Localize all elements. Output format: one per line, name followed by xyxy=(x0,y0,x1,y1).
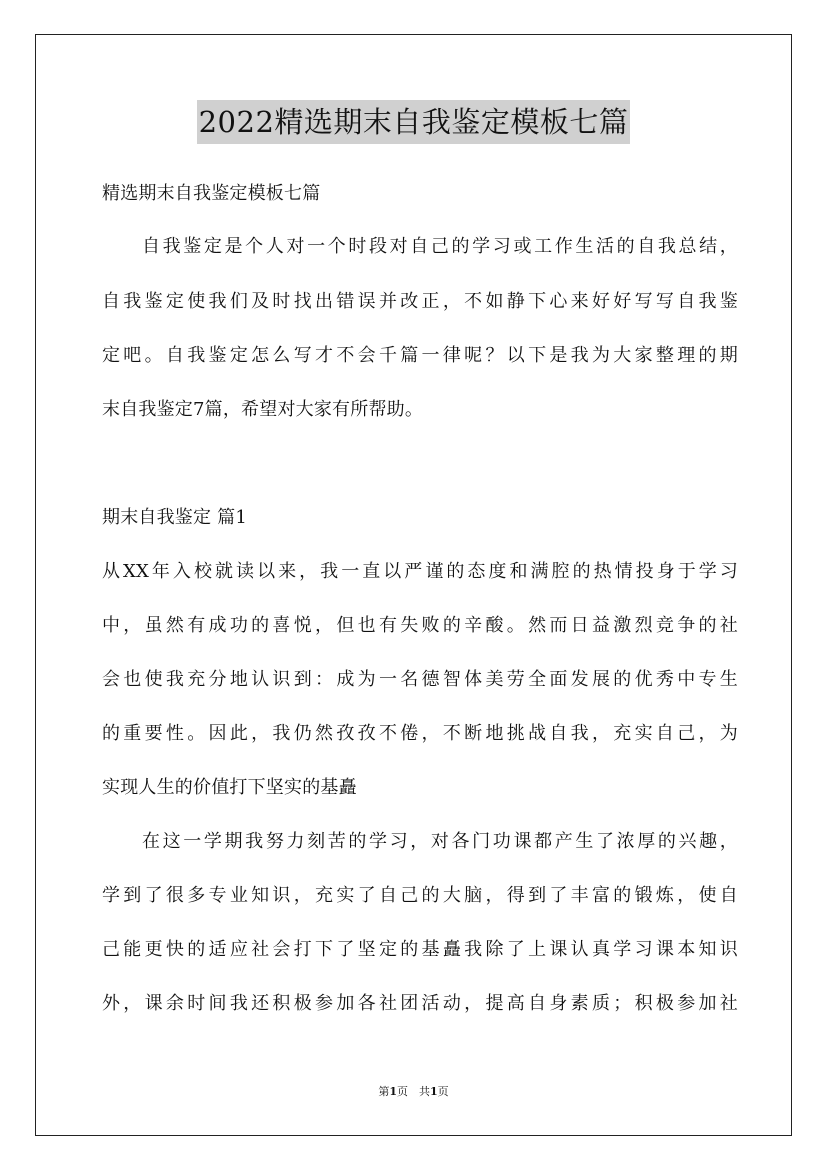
footer-page-number: 1 xyxy=(389,1085,397,1098)
intro-line-2: 自我鉴定使我们及时找出错误并改正，不如静下心来好好写写自我鉴 xyxy=(102,291,738,312)
section-line-9: 外，课余时间我还积极参加各社团活动，提高自身素质；积极参加社 xyxy=(102,993,738,1014)
section-line-6: 在这一学期我努力刻苦的学习，对各门功课都产生了浓厚的兴趣， xyxy=(142,831,738,852)
title-container xyxy=(0,100,827,144)
section-line-4: 的重要性。因此，我仍然孜孜不倦，不断地挑战自我，充实自己，为 xyxy=(102,723,738,744)
intro-line-4: 末自我鉴定7篇，希望对大家有所帮助。 xyxy=(102,399,424,420)
document-title: 2022精选期末自我鉴定模板七篇 xyxy=(197,100,631,144)
section-line-8: 己能更快的适应社会打下了坚定的基矗我除了上课认真学习课本知识 xyxy=(102,939,738,960)
footer-page-total: 1 xyxy=(430,1085,438,1098)
footer-suffix: 页 xyxy=(437,1085,449,1098)
section-line-7: 学到了很多专业知识，充实了自己的大脑，得到了丰富的锻炼，使自 xyxy=(102,885,738,906)
section-line-2: 中，虽然有成功的喜悦，但也有失败的辛酸。然而日益激烈竞争的社 xyxy=(102,615,738,636)
section-heading: 期末自我鉴定 篇1 xyxy=(102,507,247,528)
page-footer xyxy=(0,1085,827,1099)
section-line-5: 实现人生的价值打下坚实的基矗 xyxy=(102,777,357,798)
intro-line-3: 定吧。自我鉴定怎么写才不会千篇一律呢？以下是我为大家整理的期 xyxy=(102,345,738,366)
document-subtitle: 精选期末自我鉴定模板七篇 xyxy=(102,183,321,204)
footer-prefix: 第 xyxy=(378,1085,390,1098)
intro-line-1: 自我鉴定是个人对一个时段对自己的学习或工作生活的自我总结， xyxy=(142,236,738,257)
section-line-3: 会也使我充分地认识到：成为一名德智体美劳全面发展的优秀中专生 xyxy=(102,669,738,690)
footer-mid: 页 共 xyxy=(397,1085,430,1098)
section-line-1: 从XX年入校就读以来，我一直以严谨的态度和满腔的热情投身于学习 xyxy=(102,561,738,582)
